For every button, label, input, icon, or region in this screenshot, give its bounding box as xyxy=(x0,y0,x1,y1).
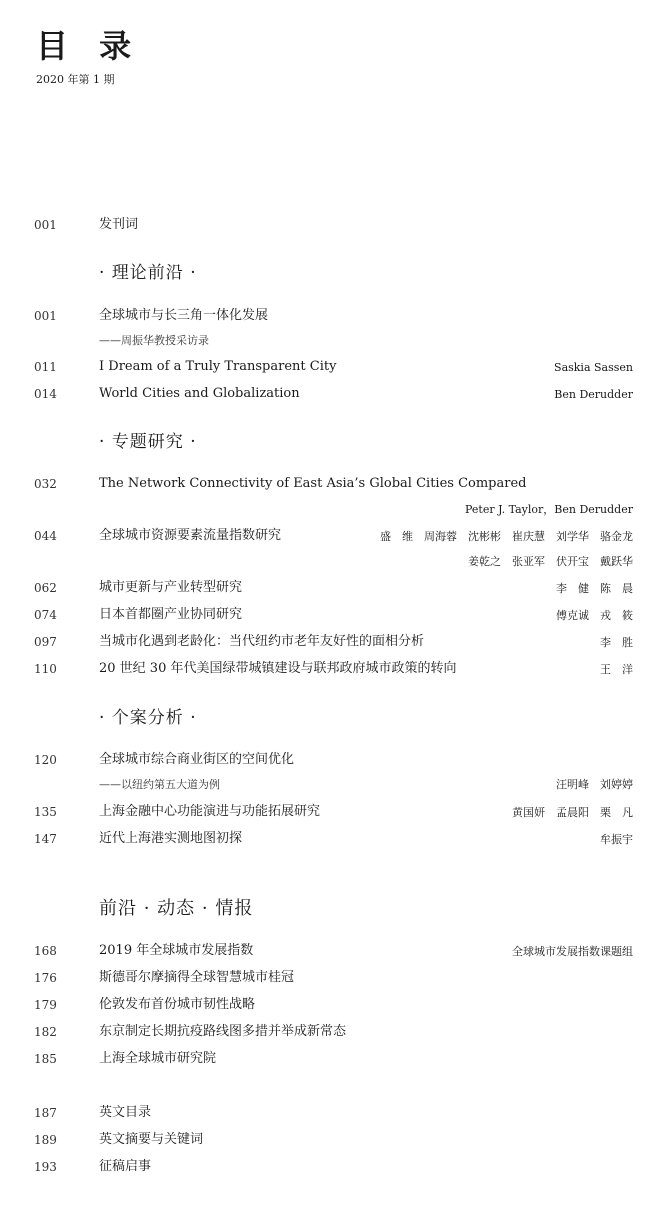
page-number: 044 xyxy=(34,529,57,543)
page-number: 168 xyxy=(34,944,57,958)
entry-author: 王 洋 xyxy=(600,663,633,676)
entry-title: 伦敦发布首份城市韧性战略 xyxy=(99,997,256,1012)
entry-author-line xyxy=(0,552,668,572)
entry-author: 黄国妍 孟晨阳 栗 凡 xyxy=(512,806,633,819)
entry-author: 全球城市发展指数课题组 xyxy=(512,945,633,958)
entry-title: 上海全球城市研究院 xyxy=(99,1051,217,1066)
entry-title: 东京制定长期抗疫路线图多措并举成新常态 xyxy=(99,1024,347,1039)
entry-title: 20 世纪 30 年代美国绿带城镇建设与联邦政府城市政策的转向 xyxy=(99,661,457,676)
toc-entry[interactable] xyxy=(0,748,668,772)
entry-title: 全球城市综合商业街区的空间优化 xyxy=(99,752,295,767)
entry-title: 城市更新与产业转型研究 xyxy=(99,580,243,595)
page-number: 011 xyxy=(34,360,57,374)
page-number: 185 xyxy=(34,1052,57,1066)
page-number: 110 xyxy=(34,662,57,676)
page-number: 062 xyxy=(34,581,57,595)
entry-subtitle-line xyxy=(0,331,668,351)
page-number: 001 xyxy=(34,309,57,323)
page-number: 189 xyxy=(34,1133,57,1147)
entry-title: I Dream of a Truly Transparent City xyxy=(99,359,337,374)
section-heading-news: 前沿 · 动态 · 情报 xyxy=(99,898,254,919)
entry-subtitle: ——以纽约第五大道为例 xyxy=(99,778,220,791)
toc-entry[interactable] xyxy=(0,1128,668,1152)
toc-entry[interactable] xyxy=(0,603,668,627)
toc-entry[interactable] xyxy=(0,304,668,328)
entry-author: 汪明峰 刘婷婷 xyxy=(556,778,633,791)
toc-entry[interactable] xyxy=(0,213,668,237)
page-number: 135 xyxy=(34,805,57,819)
toc-entry[interactable] xyxy=(0,472,668,496)
entry-title: 斯德哥尔摩摘得全球智慧城市桂冠 xyxy=(99,970,295,985)
toc-entry[interactable] xyxy=(0,1155,668,1179)
entry-title: 英文摘要与关键词 xyxy=(99,1132,204,1147)
entry-title: 2019 年全球城市发展指数 xyxy=(99,943,254,958)
entry-author: 傅克诚 戎 筱 xyxy=(556,609,633,622)
page-number: 182 xyxy=(34,1025,57,1039)
entry-title: World Cities and Globalization xyxy=(99,386,300,401)
page-number: 032 xyxy=(34,477,57,491)
section-heading-special: · 专题研究 · xyxy=(99,432,197,452)
toc-entry[interactable] xyxy=(0,1047,668,1071)
issue-label: 2020 年第 1 期 xyxy=(36,73,115,86)
toc-entry[interactable] xyxy=(0,630,668,654)
section-heading-cases: · 个案分析 · xyxy=(99,708,197,728)
entry-author: 李 健 陈 晨 xyxy=(556,582,633,595)
page-title: 目 录 xyxy=(36,27,142,65)
toc-entry[interactable] xyxy=(0,966,668,990)
entry-subtitle: ——周振华教授采访录 xyxy=(99,334,209,347)
toc-entry[interactable] xyxy=(0,939,668,963)
section-heading-theory: · 理论前沿 · xyxy=(99,263,197,283)
entry-author: Peter J. Taylor，Ben Derudder xyxy=(464,503,633,516)
page-number: 176 xyxy=(34,971,57,985)
toc-entry[interactable] xyxy=(0,524,668,548)
entry-title: 全球城市资源要素流量指数研究 xyxy=(99,528,282,543)
toc-entry[interactable] xyxy=(0,657,668,681)
entry-title: 近代上海港实测地图初探 xyxy=(99,831,243,846)
entry-title: 上海金融中心功能演进与功能拓展研究 xyxy=(99,804,321,819)
page-number: 147 xyxy=(34,832,57,846)
entry-author: 姜乾之 张亚军 伏开宝 戴跃华 xyxy=(468,555,633,568)
entry-author-line xyxy=(0,500,668,520)
entry-title: 英文目录 xyxy=(99,1105,152,1120)
toc-entry[interactable] xyxy=(0,576,668,600)
page-number: 074 xyxy=(34,608,57,622)
entry-title: 全球城市与长三角一体化发展 xyxy=(99,308,269,323)
toc-entry[interactable] xyxy=(0,993,668,1017)
page-number: 179 xyxy=(34,998,57,1012)
entry-author: 牟振宇 xyxy=(600,833,633,846)
page-number: 193 xyxy=(34,1160,57,1174)
entry-author: 盛 维 周海蓉 沈彬彬 崔庆慧 刘学华 骆金龙 xyxy=(380,530,633,543)
entry-author: 李 胜 xyxy=(600,636,633,649)
page-number: 014 xyxy=(34,387,57,401)
toc-entry[interactable] xyxy=(0,382,668,406)
entry-title: The Network Connectivity of East Asia’s Global Cities Compared xyxy=(99,476,527,491)
entry-title: 征稿启事 xyxy=(99,1159,152,1174)
toc-entry[interactable] xyxy=(0,1020,668,1044)
entry-author: Saskia Sassen xyxy=(554,361,633,374)
toc-entry[interactable] xyxy=(0,827,668,851)
page-number: 001 xyxy=(34,218,57,232)
page-number: 120 xyxy=(34,753,57,767)
toc-entry[interactable] xyxy=(0,1101,668,1125)
page-number: 097 xyxy=(34,635,57,649)
entry-title: 当城市化遇到老龄化：当代纽约市老年友好性的面相分析 xyxy=(99,634,425,649)
entry-author: Ben Derudder xyxy=(554,388,633,401)
page-number: 187 xyxy=(34,1106,57,1120)
toc-entry[interactable] xyxy=(0,355,668,379)
toc-entry[interactable] xyxy=(0,800,668,824)
entry-title: 发刊词 xyxy=(99,217,139,232)
entry-title: 日本首都圈产业协同研究 xyxy=(99,607,243,622)
entry-subtitle-line xyxy=(0,775,668,795)
